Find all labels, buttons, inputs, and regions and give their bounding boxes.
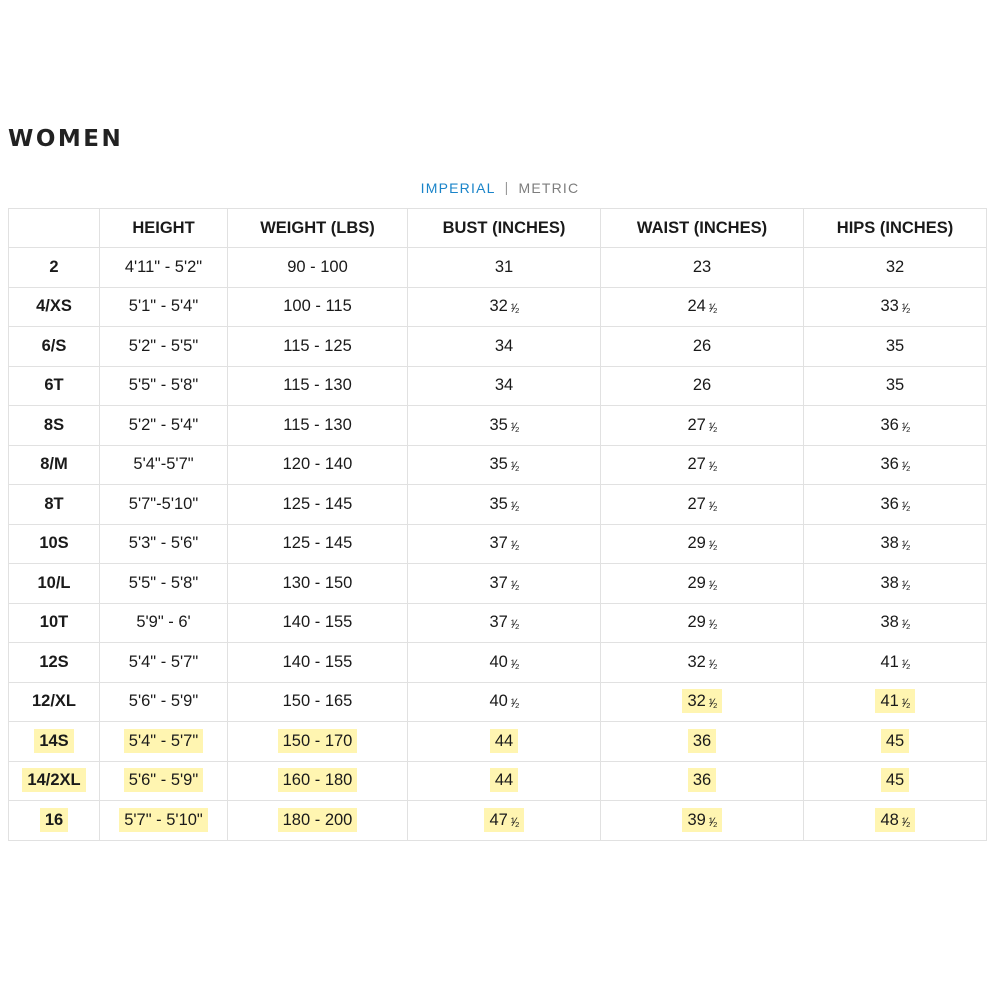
height-cell (100, 327, 228, 367)
weight-cell (228, 327, 408, 367)
bust-cell (408, 406, 601, 446)
hips-cell (804, 406, 987, 446)
height-value: 5'3" - 5'6" (128, 534, 199, 553)
waist-value: 26 (692, 376, 712, 395)
table-row (9, 643, 987, 683)
height-value: 5'1" - 5'4" (128, 297, 199, 316)
bust-value: 34 (494, 376, 514, 395)
bust-cell (408, 248, 601, 288)
height-cell (100, 366, 228, 406)
bust-value: 44 (490, 729, 518, 753)
header-bust: BUST (INCHES) (408, 209, 601, 248)
hips-value: 36 ¹⁄₂ (880, 415, 910, 434)
hips-cell (804, 445, 987, 485)
waist-value: 24 ¹⁄₂ (687, 297, 717, 316)
metric-tab[interactable]: METRIC (518, 180, 580, 196)
height-cell (100, 564, 228, 604)
size-cell (9, 564, 100, 604)
weight-cell (228, 761, 408, 801)
waist-cell (601, 485, 804, 525)
waist-cell (601, 445, 804, 485)
size-value: 4/XS (36, 297, 72, 316)
weight-cell (228, 564, 408, 604)
bust-cell (408, 287, 601, 327)
size-cell (9, 248, 100, 288)
weight-value: 100 - 115 (283, 297, 352, 316)
bust-value: 44 (490, 768, 518, 792)
height-value: 5'4" - 5'7" (124, 729, 203, 753)
header-height: HEIGHT (100, 209, 228, 248)
header-waist: WAIST (INCHES) (601, 209, 804, 248)
bust-cell (408, 761, 601, 801)
table-row (9, 366, 987, 406)
weight-value: 115 - 130 (283, 415, 352, 434)
weight-value: 140 - 155 (282, 613, 353, 632)
hips-cell (804, 248, 987, 288)
table-row (9, 327, 987, 367)
height-cell (100, 682, 228, 722)
hips-value: 36 ¹⁄₂ (880, 494, 910, 513)
table-row (9, 524, 987, 564)
height-value: 5'9" - 6' (136, 613, 191, 632)
imperial-tab[interactable]: IMPERIAL (420, 180, 496, 196)
weight-value: 150 - 165 (282, 692, 353, 711)
bust-cell (408, 801, 601, 841)
weight-cell (228, 643, 408, 683)
height-value: 5'6" - 5'9" (124, 768, 203, 792)
size-cell (9, 327, 100, 367)
waist-cell (601, 524, 804, 564)
size-value: 2 (49, 257, 59, 276)
height-cell (100, 485, 228, 525)
bust-cell (408, 366, 601, 406)
hips-value: 32 (885, 257, 905, 276)
waist-cell (601, 603, 804, 643)
waist-value: 23 (692, 257, 712, 276)
waist-value: 32 ¹⁄₂ (682, 689, 721, 713)
size-value: 6T (44, 376, 64, 395)
size-value: 8S (43, 415, 65, 434)
waist-cell (601, 406, 804, 446)
size-value: 12/XL (31, 692, 77, 711)
size-value: 8T (44, 494, 64, 513)
weight-cell (228, 524, 408, 564)
size-chart-table (8, 208, 987, 841)
weight-cell (228, 801, 408, 841)
size-value: 10S (39, 534, 69, 553)
waist-value: 27 ¹⁄₂ (687, 494, 717, 513)
waist-value: 39 ¹⁄₂ (682, 808, 721, 832)
height-cell (100, 248, 228, 288)
hips-value: 38 ¹⁄₂ (880, 534, 910, 553)
weight-value: 90 - 100 (287, 257, 348, 276)
size-cell (9, 287, 100, 327)
waist-cell (601, 248, 804, 288)
size-value: 8/M (40, 455, 68, 474)
hips-cell (804, 485, 987, 525)
height-value: 5'4"-5'7" (133, 455, 194, 474)
size-cell (9, 761, 100, 801)
bust-value: 40 ¹⁄₂ (489, 692, 519, 711)
height-value: 5'6" - 5'9" (128, 692, 199, 711)
header-size (9, 209, 100, 248)
height-value: 5'5" - 5'8" (128, 573, 199, 592)
height-value: 5'2" - 5'5" (128, 336, 199, 355)
size-cell (9, 485, 100, 525)
page-title: WOMEN (8, 126, 124, 152)
waist-cell (601, 761, 804, 801)
bust-cell (408, 682, 601, 722)
size-cell (9, 366, 100, 406)
height-cell (100, 406, 228, 446)
weight-cell (228, 366, 408, 406)
hips-value: 36 ¹⁄₂ (880, 455, 910, 474)
size-cell (9, 524, 100, 564)
bust-value: 32 ¹⁄₂ (489, 297, 519, 316)
waist-value: 29 ¹⁄₂ (687, 573, 717, 592)
hips-cell (804, 682, 987, 722)
waist-value: 36 (688, 729, 716, 753)
weight-value: 140 - 155 (282, 652, 353, 671)
hips-value: 33 ¹⁄₂ (880, 297, 910, 316)
table-header-row (9, 209, 987, 248)
bust-cell (408, 603, 601, 643)
bust-value: 31 (494, 257, 514, 276)
header-weight: WEIGHT (LBS) (228, 209, 408, 248)
hips-cell (804, 801, 987, 841)
bust-value: 35 ¹⁄₂ (489, 455, 519, 474)
waist-cell (601, 287, 804, 327)
size-cell (9, 722, 100, 762)
size-value: 6/S (41, 336, 67, 355)
table-row (9, 722, 987, 762)
height-cell (100, 801, 228, 841)
size-cell (9, 445, 100, 485)
size-cell (9, 801, 100, 841)
height-value: 5'5" - 5'8" (128, 376, 199, 395)
hips-value: 38 ¹⁄₂ (880, 613, 910, 632)
bust-value: 34 (494, 336, 514, 355)
hips-cell (804, 366, 987, 406)
table-row (9, 406, 987, 446)
waist-value: 36 (688, 768, 716, 792)
height-cell (100, 722, 228, 762)
size-value: 16 (40, 808, 68, 832)
hips-value: 45 (881, 768, 909, 792)
hips-cell (804, 564, 987, 604)
waist-value: 29 ¹⁄₂ (687, 613, 717, 632)
weight-cell (228, 445, 408, 485)
unit-separator: | (504, 179, 510, 195)
weight-value: 150 - 170 (278, 729, 358, 753)
height-value: 5'7" - 5'10" (119, 808, 208, 832)
hips-value: 45 (881, 729, 909, 753)
weight-value: 125 - 145 (282, 494, 353, 513)
height-cell (100, 761, 228, 801)
waist-cell (601, 722, 804, 762)
size-cell (9, 406, 100, 446)
table-row (9, 682, 987, 722)
weight-value: 115 - 125 (283, 336, 352, 355)
height-value: 5'4" - 5'7" (128, 652, 199, 671)
size-value: 14/2XL (22, 768, 85, 792)
weight-value: 120 - 140 (282, 455, 353, 474)
table-row (9, 248, 987, 288)
hips-value: 41 ¹⁄₂ (880, 652, 910, 671)
hips-cell (804, 524, 987, 564)
weight-value: 130 - 150 (282, 573, 353, 592)
weight-cell (228, 682, 408, 722)
weight-cell (228, 406, 408, 446)
bust-cell (408, 722, 601, 762)
table-row (9, 287, 987, 327)
hips-value: 35 (885, 336, 905, 355)
hips-value: 38 ¹⁄₂ (880, 573, 910, 592)
bust-cell (408, 564, 601, 604)
bust-cell (408, 643, 601, 683)
weight-value: 180 - 200 (278, 808, 358, 832)
size-value: 14S (34, 729, 73, 753)
bust-value: 37 ¹⁄₂ (489, 534, 519, 553)
waist-cell (601, 366, 804, 406)
table-row (9, 564, 987, 604)
height-value: 5'2" - 5'4" (128, 415, 199, 434)
height-cell (100, 603, 228, 643)
size-cell (9, 682, 100, 722)
waist-value: 29 ¹⁄₂ (687, 534, 717, 553)
hips-cell (804, 603, 987, 643)
height-cell (100, 445, 228, 485)
table-row (9, 603, 987, 643)
size-value: 10/L (37, 573, 71, 592)
height-cell (100, 287, 228, 327)
height-cell (100, 524, 228, 564)
bust-cell (408, 485, 601, 525)
size-value: 12S (39, 652, 69, 671)
bust-value: 35 ¹⁄₂ (489, 494, 519, 513)
waist-value: 27 ¹⁄₂ (687, 455, 717, 474)
bust-value: 35 ¹⁄₂ (489, 415, 519, 434)
table-row (9, 801, 987, 841)
weight-cell (228, 603, 408, 643)
table-row (9, 445, 987, 485)
waist-cell (601, 564, 804, 604)
hips-cell (804, 287, 987, 327)
hips-value: 41 ¹⁄₂ (875, 689, 914, 713)
waist-cell (601, 801, 804, 841)
header-hips: HIPS (INCHES) (804, 209, 987, 248)
hips-cell (804, 643, 987, 683)
table-body (9, 248, 987, 841)
hips-cell (804, 327, 987, 367)
size-value: 10T (39, 613, 69, 632)
height-cell (100, 643, 228, 683)
bust-cell (408, 327, 601, 367)
waist-cell (601, 643, 804, 683)
waist-cell (601, 682, 804, 722)
hips-value: 48 ¹⁄₂ (875, 808, 914, 832)
bust-cell (408, 524, 601, 564)
weight-cell (228, 248, 408, 288)
waist-value: 32 ¹⁄₂ (687, 652, 717, 671)
weight-value: 125 - 145 (282, 534, 353, 553)
hips-value: 35 (885, 376, 905, 395)
weight-cell (228, 722, 408, 762)
weight-value: 160 - 180 (278, 768, 358, 792)
height-value: 4'11" - 5'2" (124, 257, 203, 276)
size-cell (9, 643, 100, 683)
table-row (9, 485, 987, 525)
bust-value: 47 ¹⁄₂ (484, 808, 523, 832)
waist-value: 27 ¹⁄₂ (687, 415, 717, 434)
weight-cell (228, 287, 408, 327)
bust-value: 40 ¹⁄₂ (489, 652, 519, 671)
weight-cell (228, 485, 408, 525)
waist-cell (601, 327, 804, 367)
height-value: 5'7"-5'10" (128, 494, 199, 513)
table-row (9, 761, 987, 801)
unit-toggle (0, 180, 1000, 196)
hips-cell (804, 761, 987, 801)
bust-cell (408, 445, 601, 485)
waist-value: 26 (692, 336, 712, 355)
size-cell (9, 603, 100, 643)
bust-value: 37 ¹⁄₂ (489, 613, 519, 632)
bust-value: 37 ¹⁄₂ (489, 573, 519, 592)
weight-value: 115 - 130 (283, 376, 352, 395)
hips-cell (804, 722, 987, 762)
